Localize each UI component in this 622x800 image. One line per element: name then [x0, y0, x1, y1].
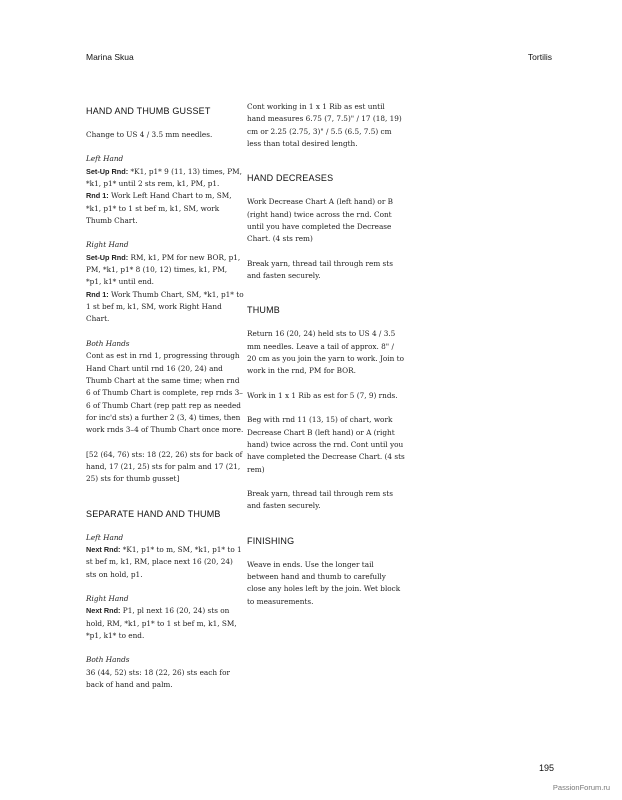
- instruction-text: 36 (44, 52) sts: 18 (22, 26) sts each for back of hand and palm.: [86, 667, 230, 690]
- instruction-label: Next Rnd:: [86, 606, 121, 616]
- running-header-title: Tortilis: [527, 52, 552, 62]
- instruction-line: [86, 289, 244, 326]
- paragraph: Work in 1 x 1 Rib as est for 5 (7, 9) rnds.: [247, 390, 398, 400]
- separate-left-hand: [86, 532, 244, 581]
- instruction-label: Rnd 1:: [86, 191, 109, 201]
- instruction-text: P1, pl next 16 (20, 24) sts on hold, RM, *k1, p1* to 1 st bef m, k1, SM, *p1, k1* to end.: [86, 606, 237, 640]
- paragraph: Beg with rnd 11 (13, 15) of chart, work Decrease Chart B (left hand) or A (right hand) twice across the rnd. Cont until you have completed the Decrease Chart. (4 sts rem): [247, 415, 405, 474]
- subheading-both-hands: Both Hands: [86, 655, 130, 665]
- gusset-right-hand: [86, 239, 244, 325]
- subheading-right-hand: Right Hand: [86, 240, 129, 250]
- heading-finishing: FINISHING: [247, 535, 295, 546]
- instruction-text: Work Left Hand Chart to m, SM, *k1, p1* to 1 st bef m, k1, SM, work Thumb Chart.: [86, 191, 232, 226]
- gusset-both-hands: [86, 338, 244, 437]
- instruction-label: Set-Up Rnd:: [86, 166, 129, 176]
- running-header-author: Marina Skua: [86, 52, 134, 62]
- instruction-text: Work Thumb Chart, SM, *k1, p1* to 1 st bef m, k1, SM, work Right Hand Chart.: [86, 289, 244, 324]
- instruction-line: [86, 166, 244, 191]
- instruction-line: [86, 190, 244, 227]
- instruction-line: [86, 544, 244, 581]
- instruction-text: RM, k1, PM for new BOR, p1, PM, *k1, p1* 8 (10, 12) times, k1, PM, *p1, k1* until end.: [86, 252, 241, 287]
- paragraph: Break yarn, thread tail through rem sts and fasten securely.: [247, 258, 393, 281]
- separate-both-hands: [86, 654, 244, 691]
- heading-hand-decreases: HAND DECREASES: [247, 173, 334, 184]
- subheading-left-hand: Left Hand: [86, 154, 124, 164]
- gusset-left-hand: [86, 153, 244, 227]
- instruction-label: Next Rnd:: [86, 544, 121, 554]
- instruction-label: Set-Up Rnd:: [86, 252, 129, 262]
- heading-separate-hand-thumb: SEPARATE HAND AND THUMB: [86, 508, 221, 519]
- instruction-line: [86, 605, 244, 642]
- page-number: 195: [538, 763, 554, 773]
- heading-thumb: THUMB: [247, 305, 280, 316]
- column-right: [247, 101, 405, 620]
- separate-right-hand: [86, 593, 244, 642]
- watermark: PassionForum.ru: [552, 783, 610, 792]
- paragraph: Weave in ends. Use the longer tail between hand and thumb to carefully close any holes left by the join. Wet block to measurements.: [247, 559, 401, 606]
- heading-hand-thumb-gusset: HAND AND THUMB GUSSET: [86, 106, 211, 116]
- paragraph: Work Decrease Chart A (left hand) or B (right hand) twice across the rnd. Cont until you have completed the Decrease Chart. (4 sts rem): [247, 197, 393, 244]
- stitch-count: [52 (64, 76) sts: 18 (22, 26) sts for back of hand, 17 (21, 25) sts for palm and 17 (21, 25) sts for thumb gusset]: [86, 449, 243, 484]
- instruction-text: Cont as est in rnd 1, progressing through Hand Chart until rnd 16 (20, 24) and Thumb Chart at the same time; when rnd 6 of Thumb Chart is complete, rep rnds 3–6 of Thumb Chart (rep patt rep as needed for inc'd sts) a further 2 (3, 4) times, then work rnds 3–4 of Thumb Chart once more.: [86, 351, 244, 435]
- column-left: [86, 101, 244, 703]
- cont-working-text: Cont working in 1 x 1 Rib as est until hand measures 6.75 (7, 7.5)" / 17 (18, 19) cm or 2.25 (2.75, 3)" / 5.5 (6.5, 7.5) cm less than total desired length.: [247, 102, 402, 149]
- instruction-text: *K1, p1* 9 (11, 13) times, PM, *k1, p1* until 2 sts rem, k1, PM, p1.: [86, 166, 242, 189]
- instruction-label: Rnd 1:: [86, 289, 109, 299]
- gusset-intro: Change to US 4 / 3.5 mm needles.: [86, 130, 213, 139]
- paragraph: Return 16 (20, 24) held sts to US 4 / 3.5 mm needles. Leave a tail of approx. 8" / 20 cm as you join the yarn to work. Join to work in the rnd, PM for BOR.: [247, 329, 404, 376]
- subheading-left-hand: Left Hand: [86, 532, 124, 542]
- instruction-line: [86, 252, 244, 289]
- paragraph: Break yarn, thread tail through rem sts and fasten securely.: [247, 488, 393, 511]
- subheading-both-hands: Both Hands: [86, 338, 130, 348]
- subheading-right-hand: Right Hand: [86, 593, 129, 603]
- instruction-text: *K1, p1* to m, SM, *k1, p1* to 1 st bef m, k1, RM, place next 16 (20, 24) sts on hold, p1.: [86, 544, 242, 579]
